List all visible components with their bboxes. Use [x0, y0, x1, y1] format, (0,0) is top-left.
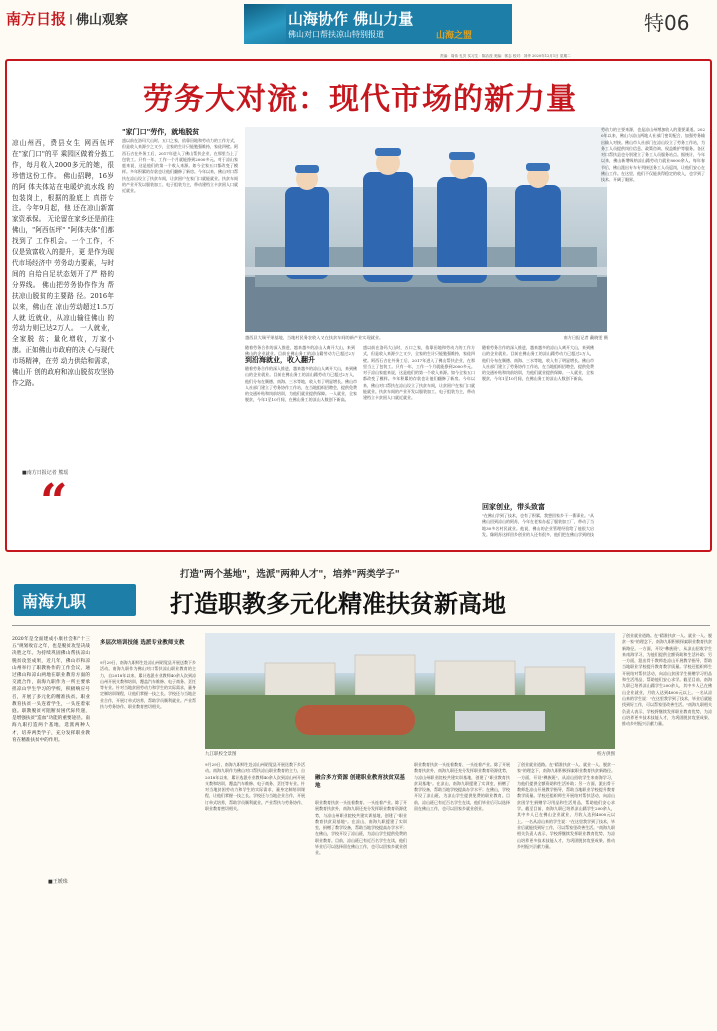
- bottom-section1-text: 9月29日，南海九职师生赴凉山州昭觉县开展送教下乡活动。南海九职作为佛山对口帮扶凉山职业教育的主力，自2018年以来，累计选派专业教师40余人次到凉山州开展支教和培训，覆盖汽车维修、电子商务、烹饪等专业。针对当地贫困劳动力和学生的实际需求，量身定制培训课程，让他们掌握一技之长。学校还与当地企业合作，开展订单式培养，帮助学员顺利就业。产业帮扶与劳务协作、职业教育密切相关。: [100, 660, 196, 710]
- bottom-section2-text: 职业教育扶贫一头连着教育、一头连着产业。除了开展教育扶贫外，南海九职还充分发挥职业教育资源优势，与凉山州职业院校共建实训基地，创建了"职业教育扶贫双基地"。在凉山，南海九职援建了实训室，捐赠了教学设备，帮助当地学校提高办学水平；在佛山，学校开设了凉山班，为凉山学生提供免费的职业教育。目前，凉山班已有近百名学生在读，他们毕业后可以选择留在佛山工作，也可以回家乡就业创业。: [315, 800, 407, 856]
- bottom-rule: [12, 625, 710, 626]
- top-col3-text: 随着劳务合作的深入推进，越来越多的凉山人离开大山，来到佛山的企业就业。目前在佛山务工的凉山籍劳动力已超过2万: [245, 345, 355, 357]
- top-photo-workers: [245, 127, 607, 332]
- newspaper-logo: 南方日报 | 佛山观察: [6, 10, 129, 28]
- edition-name: 佛山观察: [76, 13, 129, 28]
- bottom-section1-title: 多层次培训技能 选派专业教师支教: [100, 640, 185, 646]
- workers-illustration: [245, 127, 607, 332]
- banner-title: 山海协作 佛山力量: [288, 10, 414, 28]
- page-number: 特06: [644, 11, 690, 35]
- top-right-text: 劳动力的主要来源，也是凉山州增加收入的重要渠道。2020年以来，佛山与凉山两地人社部门密切配合，加强劳务输出输入对接。佛山市人社部门在凉山设立了劳务工作站，为务工人员提供岗位信息、政策咨询、权益维护等服务。各区对口帮扶县也分别建立了务工人员服务站点。据统计，今年以来，佛山新增吸纳凉山籍劳动力就业8000余人。每年春节后，佛山派出专车专列接送务工人员返岗，让他们安心在佛山工作。在这里，他们不仅能获得稳定的收入，也学到了技术、开阔了眼界。: [601, 127, 705, 183]
- masthead: [0, 0, 717, 58]
- section-tag-nanhai: 南海九职: [14, 584, 136, 616]
- top-section2-title: 到沿海就业，收入翻升: [245, 356, 315, 364]
- dateline: 责编：周伟 孔贝 实习生：陈洁滢 美编：郭志 校对：刘华 2020年12月1日 星期二: [440, 54, 571, 58]
- bottom-section2-title: 融合多方资源 创建职业教育扶贫双基地: [315, 775, 405, 789]
- top-col4-text: 盛以前在洛玛大山时，五口之家，依靠田地和劳动力的工作方式，但是收入来源少之又少，全家的生计只能勉强维持，家徒四壁。阿西石吉在外务工后，2017年进入了佛山帮扶企业，在那里当上了包装工。只有一年，工作一个月就能挣到2000多元。对于凉山家庭来说，这是他们的第一个收入来源。如今全家五口都改变了模样。多年积累的存款也让他们翻修了新房。今年以来，佛山对口帮扶在凉山设立了扶贫车间，让贫困户在家门口就能就业。扶贫车间的产业开发以服装加工、电子组装为主，带动建档立卡贫困人口就近就业。: [363, 345, 475, 401]
- top-section1-title: "家门口"劳作，就地脱贫: [122, 128, 200, 136]
- bottom-photo-credit: 校方供图: [597, 752, 615, 757]
- bottom-lead-text: 2020年是全面建成小康社会和"十三五"规划收官之年，也是脱贫攻坚决战决胜之年。为持续巩固佛山帮扶凉山脱贫攻坚成果，近几年，佛山市和凉山州举行了职教协作的工作会议，通过佛山和凉山两地在职业教育方面的交流合作，南海九职作为一所主要承担凉山学生学习的学校，积极响应号召，开展了多元化的精准扶贫。职业教育扶贫一头连着学生，一头连着家庭。职教脱贫可阻断贫困代际传递，是增强扶贫"造血"功能的重要途径。南海九职打造两个基地，选派两种人才，培养两类学子，充分发挥职业教育在精准扶贫中的作用。: [12, 637, 90, 743]
- bottom-col5-text: 职业教育扶贫一头连着教育、一头连着产业。除了开展教育扶贫外，南海九职还充分发挥职业教育资源优势，与凉山州职业院校共建实训基地，创建了"职业教育扶贫双基地"。在凉山，南海九职援建了实训室，捐赠了教学设备，帮助当地学校提高办学水平；在佛山，学校开设了凉山班，为凉山学生提供免费的职业教育。目前，凉山班已有近百名学生在读，他们毕业后可以选择留在佛山工作，也可以回家乡就业创业。: [414, 762, 510, 812]
- top-section3-title: 回家创业，带头致富: [482, 503, 545, 511]
- bottom-kicker: 打造"两个基地"，选派"两种人才"，培养"两类学子": [180, 569, 400, 580]
- bottom-right-text: 了创业就业道路。在"精准扶贫一人、就业一人、脱贫一家"的理念下，南海九职积极探索职业教育扶贫新路径。一方面，开设"彝族班"，从凉山招收学生来南海学习，为他们提供全额资助和生活补助；另一方面，派出骨干教师赴凉山开展教学指导，帮助当地职业学校提升教育教学质量。学校还组织师生开展结对帮扶活动，向凉山贫困学生捐赠学习用品和生活用品，帮助他们安心求学。截至目前，南海九职已培养凉山籍学生200余人，其中多人已在佛山企业就业，月收入达到4000元以上。一名从凉山来的学生说："在这里我学到了技术，毕业后就能找到好工作，可以帮家里改善生活。"南海九职相关负责人表示，学校将继续发挥职业教育优势，为凉山培养更多技术技能人才，为巩固脱贫攻坚成果、推动乡村振兴贡献力量。: [622, 633, 712, 727]
- bottom-col6-text: 了创业就业道路。在"精准扶贫一人、就业一人、脱贫一家"的理念下，南海九职积极探索职业教育扶贫新路径。一方面，开设"彝族班"，从凉山招收学生来南海学习，为他们提供全额资助和生活补助；另一方面，派出骨干教师赴凉山开展教学指导，帮助当地职业学校提升教育教学质量。学校还组织师生开展结对帮扶活动，向凉山贫困学生捐赠学习用品和生活用品，帮助他们安心求学。截至目前，南海九职已培养凉山籍学生200余人，其中多人已在佛山企业就业，月收入达到4000元以上。一名从凉山来的学生说："在这里我学到了技术，毕业后就能找到好工作，可以帮家里改善生活。"南海九职相关负责人表示，学校将继续发挥职业教育优势，为凉山培养更多技术技能人才，为巩固脱贫攻坚成果、推动乡村振兴贡献力量。: [517, 762, 615, 849]
- banner-subtitle: 佛山对口帮扶凉山特别报道: [288, 30, 384, 39]
- top-headline: 劳务大对流：现代市场的新力量: [143, 82, 577, 117]
- top-col5-text: 随着劳务合作的深入推进，越来越多的凉山人离开大山，来到佛山的企业就业。目前在佛山务工的凉山籍劳动力已超过2万人，他们分布在顺德、南海、三水等地，收入有了明显增长。佛山市人社部门建立了劳务协作工作站，在当地组织招聘会，提供免费的交通补贴和岗前培训，为他们就业提供保障。一人就业，全家脱贫，今年1至10月间，在佛山务工的凉山人数创下新高。: [482, 345, 594, 382]
- bottom-photo-caption: 九江职校全景图: [205, 752, 237, 757]
- campus-illustration: [205, 633, 615, 749]
- top-photo-caption: 越西县大瑞平果基地，当地村民务农收入又在扶贫车间的新产业实现就业。: [245, 335, 384, 340]
- bottom-lead-byline: ■王媛珠: [48, 879, 68, 885]
- quote-mark-icon: “: [40, 474, 68, 530]
- bottom-col3-text: 9月29日，南海九职师生赴凉山州昭觉县开展送教下乡活动。南海九职作为佛山对口帮扶凉山职业教育的主力，自2018年以来，累计选派专业教师40余人次到凉山州开展支教和培训，覆盖汽车维修、电子商务、烹饪等专业。针对当地贫困劳动力和学生的实际需求，量身定制培训课程，让他们掌握一技之长。学校还与当地企业合作，开展订单式培养，帮助学员顺利就业。产业帮扶与劳务协作、职业教育密切相关。: [205, 762, 305, 812]
- top-lead-text: 凉山州西，费县女生 网西伍坪在"家门口"的平 乘园区做着分拣工作，每月收入2000多元的她，很 珍惜这份工作。 佛山招聘，16岁的阿 体夫体站在电暖炉流水线 的包装岗上，根据的脸底上 真搭专注。今年9月起，他 还在凉山新富家资承保。 无论留在家乡还是前往佛山，"阿西伍坪" "阿体夫体"们都找到了 工作机会。一个工作，不 仅是致富收入的提升，更 是作为现代市场经济中 劳务动力要素，与时间的 自给自足状态划开了严 格的分界线。 佛山把劳务协作作为 帮扶凉山脱贫的主要路 径。2016年以来，佛山在 凉山劳动超过1.5万人就 近就业，从凉山输往佛山 的劳动力则已达2万人。 一人就业，全家脱 贫；量化增收，万家小 康。正如佛山市政府的决 心与现代市场精神，在劳 动力供给和需求，佛山开 创的政府和凉山脱贫攻坚协作之路。: [12, 139, 114, 387]
- banner: [244, 4, 512, 44]
- top-section2-text: 随着劳务合作的深入推进，越来越多的凉山人离开大山，来到佛山的企业就业。目前在佛山务工的凉山籍劳动力已超过2万人，他们分布在顺德、南海、三水等地，收入有了明显增长。佛山市人社部门建立了劳务协作工作站，在当地组织招聘会，提供免费的交通补贴和岗前培训，为他们就业提供保障。一人就业，全家脱贫，今年1至10月间，在佛山务工的凉山人数创下新高。: [245, 366, 357, 403]
- top-lead-byline: ■南方日报记者 熊瑶: [22, 470, 69, 476]
- top-section1-text: 盛以前在洛玛大山时，五口之家，依靠田地和劳动力的工作方式，但是收入来源少之又少，全家的生计只能勉强维持，家徒四壁。阿西石吉在外务工后，2017年进入了佛山帮扶企业，在那里当上了包装工。只有一年，工作一个月就能挣到2000多元。对于凉山家庭来说，这是他们的第一个收入来源。如今全家五口都改变了模样。多年积累的存款也让他们翻修了新房。今年以来，佛山对口帮扶在凉山设立了扶贫车间，让贫困户在家门口就能就业。扶贫车间的产业开发以服装加工、电子组装为主，带动建档立卡贫困人口就近就业。: [122, 138, 238, 194]
- bottom-photo-campus: [205, 633, 615, 749]
- banner-tag: 山海之盟: [436, 31, 473, 41]
- top-photo-credit: 南方日报记者 戴晓雯 摄: [563, 335, 608, 340]
- bottom-headline: 打造职教多元化精准扶贫新高地: [170, 589, 506, 618]
- top-section3-text: "在佛山学到了技术，也有了积累，我想回家乡干一番事业。"从佛山回到凉山的阿苏，今年在老家办起了服装加工厂，带动了当地30多名村民就业。他说，佛山的企业管理经验给了他很大启发。像阿苏这样回乡创业的人还有很多，他们把在佛山学到的技: [482, 513, 594, 537]
- banner-mountain-decoration: [244, 4, 286, 44]
